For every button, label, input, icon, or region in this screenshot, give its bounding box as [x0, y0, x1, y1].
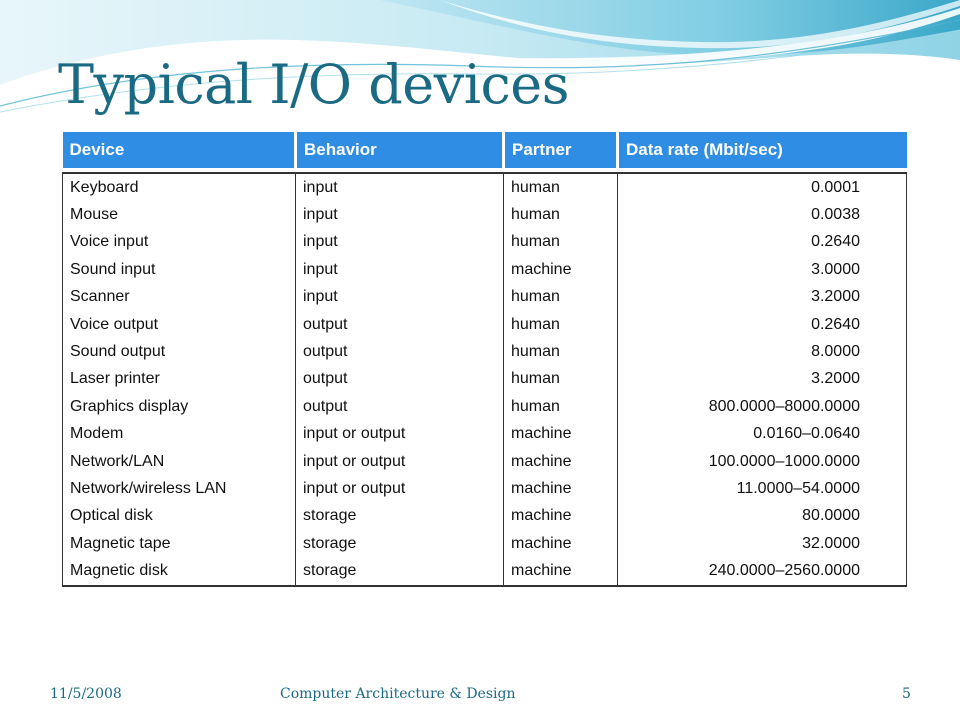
- cell-partner: machine: [504, 503, 618, 530]
- footer-course-title: Computer Architecture & Design: [280, 686, 516, 702]
- cell-behavior: input or output: [296, 421, 504, 448]
- cell-partner: machine: [504, 448, 618, 475]
- header-data-rate: Data rate (Mbit/sec): [618, 132, 907, 168]
- cell-device: Scanner: [63, 284, 296, 311]
- slide-title: Typical I/O devices: [58, 53, 569, 116]
- cell-device: Laser printer: [63, 366, 296, 393]
- cell-data-rate: 11.0000–54.0000: [618, 475, 907, 502]
- cell-data-rate: 32.0000: [618, 530, 907, 557]
- table-row: [63, 256, 907, 283]
- cell-data-rate: 0.2640: [618, 311, 907, 338]
- table-row: [63, 366, 907, 393]
- cell-behavior: storage: [296, 530, 504, 557]
- cell-partner: human: [504, 173, 618, 201]
- footer-date: 11/5/2008: [50, 686, 122, 702]
- cell-partner: machine: [504, 475, 618, 502]
- cell-data-rate: 100.0000–1000.0000: [618, 448, 907, 475]
- cell-partner: human: [504, 311, 618, 338]
- cell-device: Magnetic tape: [63, 530, 296, 557]
- cell-partner: machine: [504, 557, 618, 585]
- cell-behavior: input or output: [296, 448, 504, 475]
- table-row: [63, 503, 907, 530]
- cell-partner: human: [504, 338, 618, 365]
- header-behavior: Behavior: [296, 132, 504, 168]
- table-row: [63, 421, 907, 448]
- cell-device: Graphics display: [63, 393, 296, 420]
- cell-data-rate: 3.2000: [618, 366, 907, 393]
- table-row: [63, 173, 907, 201]
- cell-behavior: input: [296, 229, 504, 256]
- header-partner: Partner: [504, 132, 618, 168]
- cell-partner: human: [504, 366, 618, 393]
- cell-behavior: input: [296, 173, 504, 201]
- cell-behavior: output: [296, 393, 504, 420]
- cell-device: Voice output: [63, 311, 296, 338]
- cell-data-rate: 800.0000–8000.0000: [618, 393, 907, 420]
- cell-device: Mouse: [63, 201, 296, 228]
- cell-behavior: input: [296, 201, 504, 228]
- table-row: [63, 530, 907, 557]
- cell-device: Sound output: [63, 338, 296, 365]
- cell-data-rate: 3.0000: [618, 256, 907, 283]
- cell-device: Voice input: [63, 229, 296, 256]
- cell-data-rate: 3.2000: [618, 284, 907, 311]
- table-row: [63, 284, 907, 311]
- io-devices-table-container: [62, 132, 906, 587]
- cell-partner: machine: [504, 421, 618, 448]
- cell-partner: human: [504, 201, 618, 228]
- cell-device: Network/wireless LAN: [63, 475, 296, 502]
- table-body: [63, 173, 907, 586]
- table-row: [63, 557, 907, 585]
- table-row: [63, 229, 907, 256]
- cell-data-rate: 8.0000: [618, 338, 907, 365]
- table-row: [63, 393, 907, 420]
- cell-behavior: output: [296, 311, 504, 338]
- cell-data-rate: 0.2640: [618, 229, 907, 256]
- table-header-row: [63, 132, 907, 168]
- cell-data-rate: 0.0001: [618, 173, 907, 201]
- table-row: [63, 448, 907, 475]
- cell-behavior: output: [296, 366, 504, 393]
- cell-behavior: output: [296, 338, 504, 365]
- cell-device: Network/LAN: [63, 448, 296, 475]
- footer-page-number: 5: [902, 686, 911, 702]
- cell-data-rate: 240.0000–2560.0000: [618, 557, 907, 585]
- table-row: [63, 311, 907, 338]
- io-devices-table: [62, 132, 907, 587]
- cell-partner: machine: [504, 530, 618, 557]
- cell-device: Optical disk: [63, 503, 296, 530]
- cell-partner: human: [504, 229, 618, 256]
- cell-device: Keyboard: [63, 173, 296, 201]
- cell-data-rate: 0.0038: [618, 201, 907, 228]
- cell-behavior: storage: [296, 557, 504, 585]
- header-device: Device: [63, 132, 296, 168]
- table-row: [63, 338, 907, 365]
- cell-device: Sound input: [63, 256, 296, 283]
- cell-device: Magnetic disk: [63, 557, 296, 585]
- cell-behavior: input or output: [296, 475, 504, 502]
- cell-behavior: input: [296, 284, 504, 311]
- cell-data-rate: 80.0000: [618, 503, 907, 530]
- cell-partner: human: [504, 284, 618, 311]
- table-row: [63, 201, 907, 228]
- table-row: [63, 475, 907, 502]
- cell-partner: machine: [504, 256, 618, 283]
- cell-behavior: storage: [296, 503, 504, 530]
- cell-data-rate: 0.0160–0.0640: [618, 421, 907, 448]
- cell-device: Modem: [63, 421, 296, 448]
- cell-behavior: input: [296, 256, 504, 283]
- cell-partner: human: [504, 393, 618, 420]
